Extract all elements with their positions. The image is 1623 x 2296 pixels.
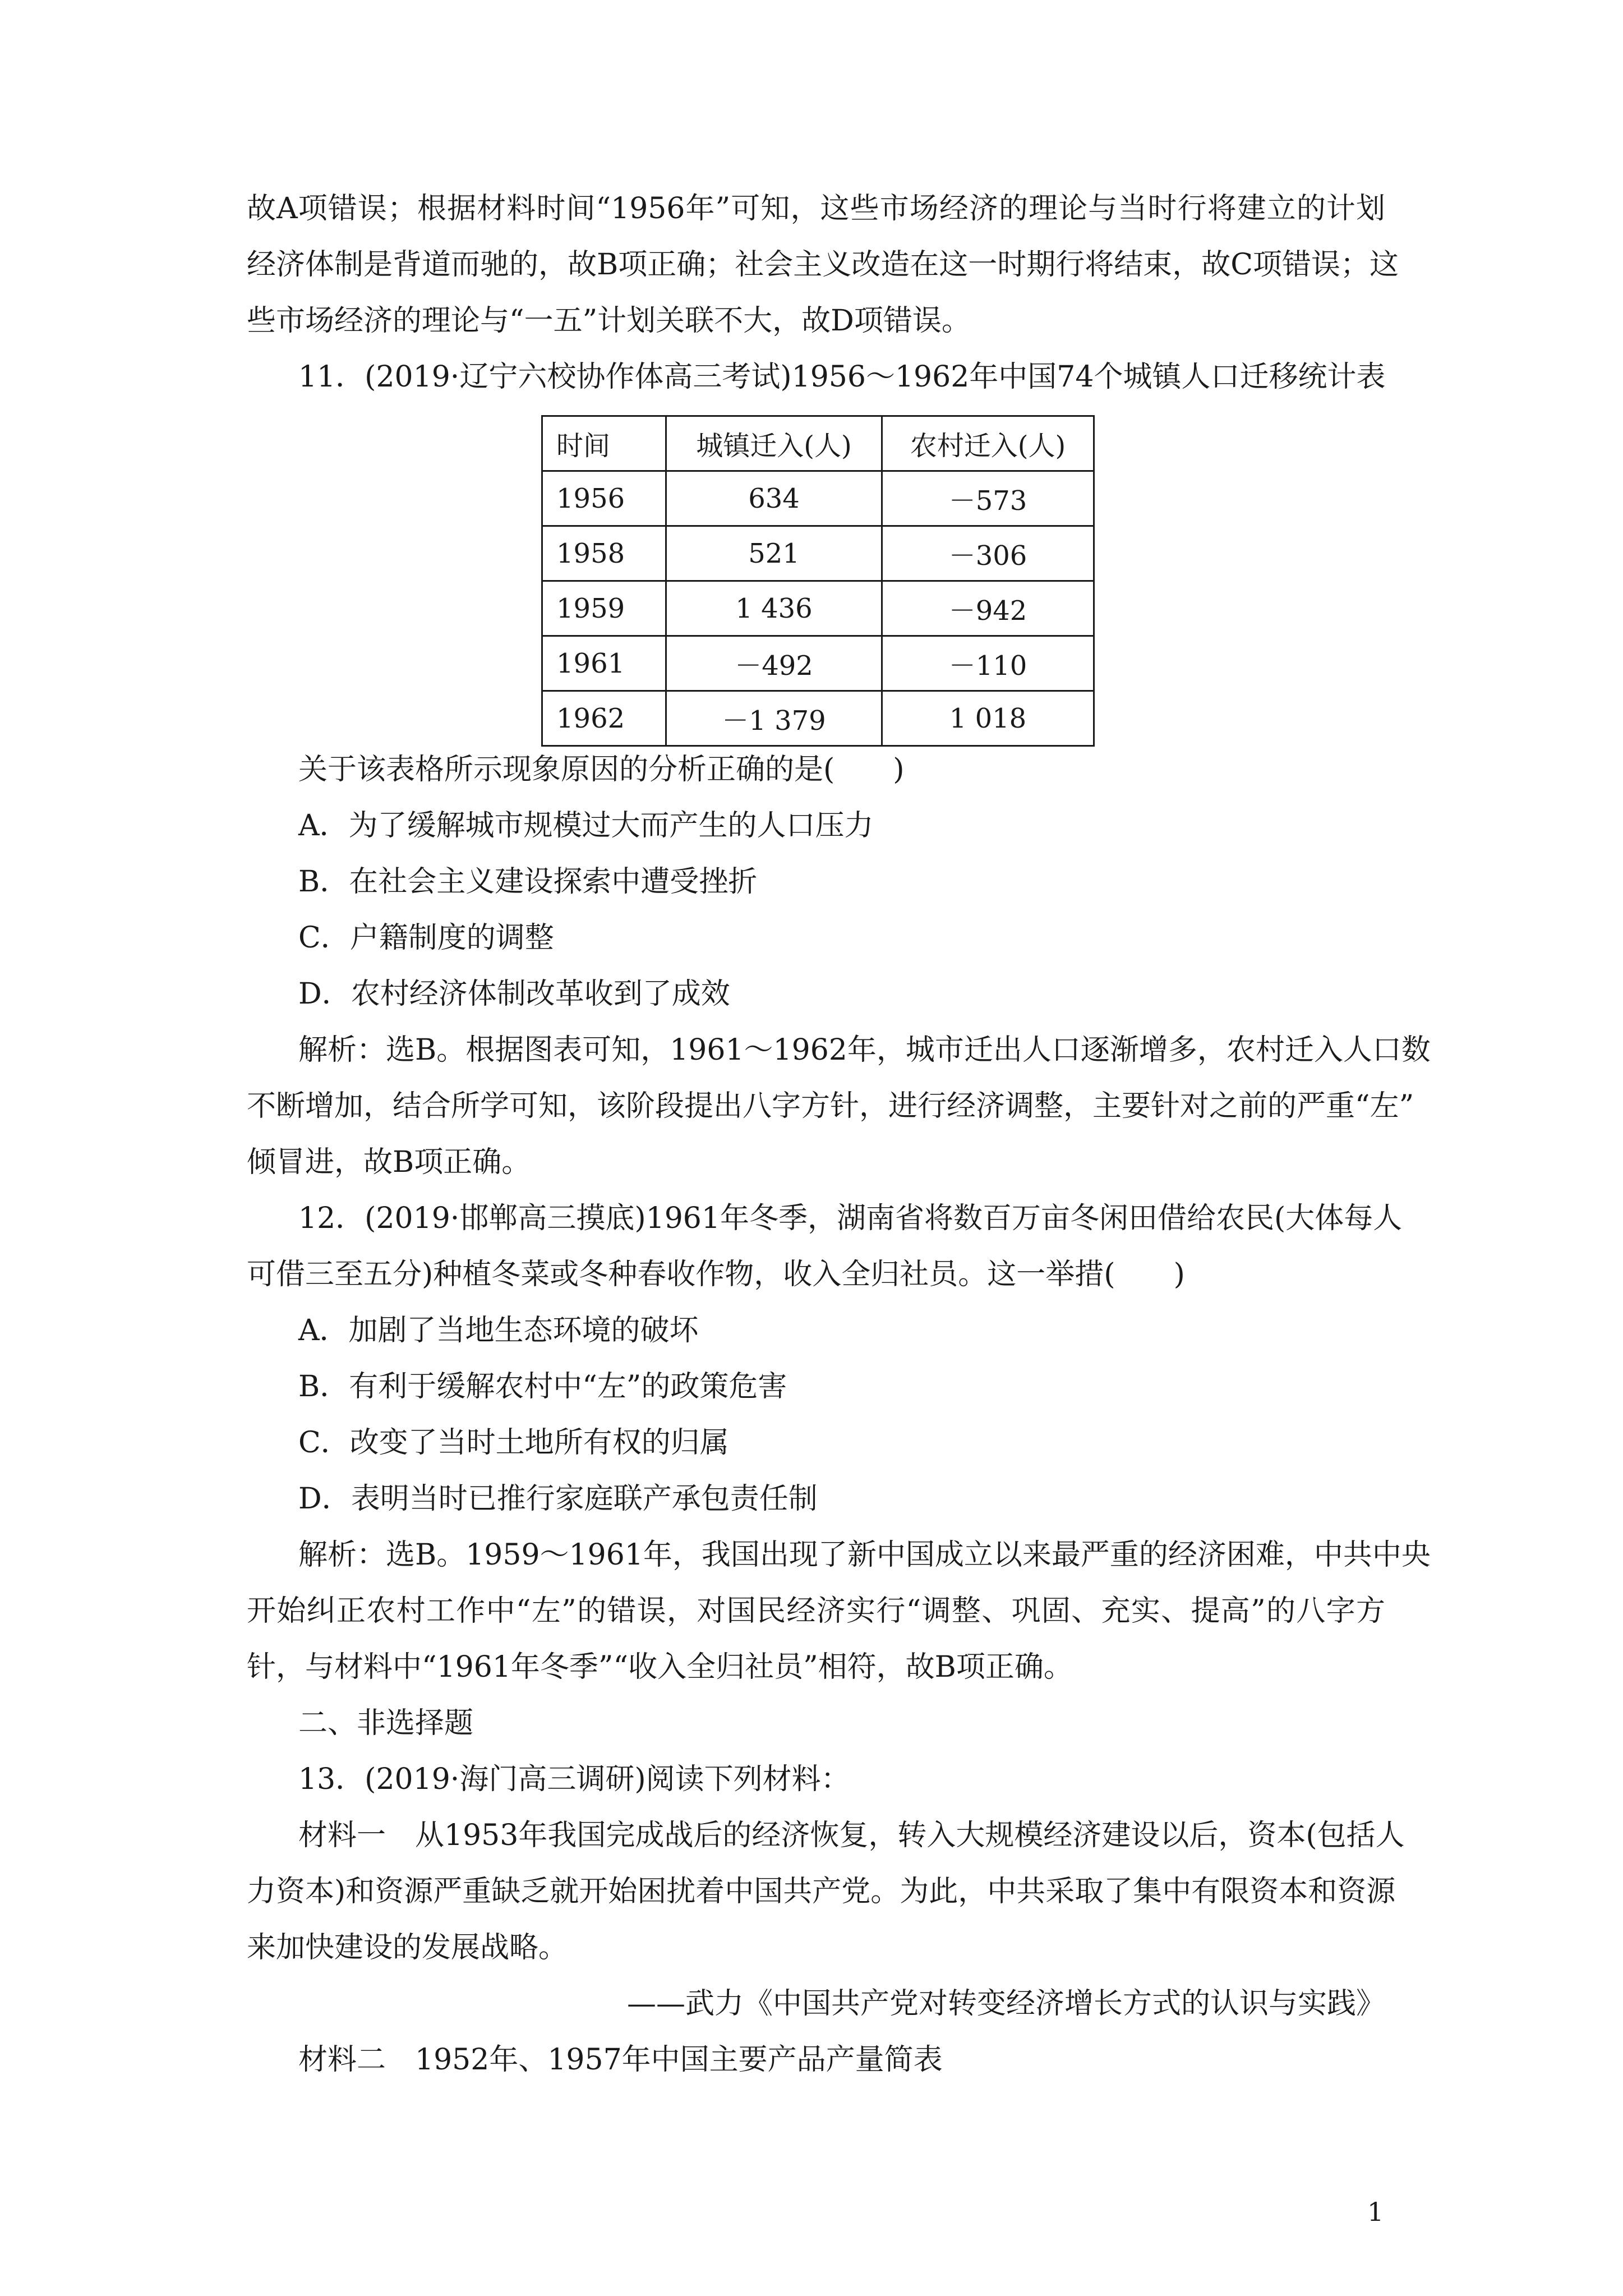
question-11-stem: 关于该表格所示现象原因的分析正确的是( ) xyxy=(298,753,905,786)
table-cell: －110 xyxy=(882,636,1094,691)
option-a: A．为了缓解城市规模过大而产生的人口压力 xyxy=(298,809,874,843)
table-header: 城镇迁入(人) xyxy=(666,416,882,471)
table-cell: 1956 xyxy=(542,471,666,526)
table-cell: 1961 xyxy=(542,636,666,691)
table-cell: －942 xyxy=(882,581,1094,636)
table-cell: 1 436 xyxy=(666,581,882,636)
table-row xyxy=(542,636,1094,691)
question-13-stem: 13．(2019·海门高三调研)阅读下列材料： xyxy=(298,1763,850,1796)
text-line: 些市场经济的理论与“一五”计划关联不大，故D项错误。 xyxy=(247,304,971,338)
analysis-line: 倾冒进，故B项正确。 xyxy=(247,1145,531,1179)
option-a: A．加剧了当地生态环境的破坏 xyxy=(298,1314,699,1347)
table-cell: 1959 xyxy=(542,581,666,636)
text-line: 故A项错误；根据材料时间“1956年”可知，这些市场经济的理论与当时行将建立的计划 xyxy=(247,192,1385,226)
table-row xyxy=(542,691,1094,746)
table-header: 农村迁入(人) xyxy=(882,416,1094,471)
option-b: B．在社会主义建设探索中遭受挫折 xyxy=(298,865,758,899)
table-cell: 1 018 xyxy=(882,691,1094,746)
page-number: 1 xyxy=(1367,2197,1384,2227)
table-cell: －573 xyxy=(882,471,1094,526)
migration-table xyxy=(541,415,1095,747)
option-d: D．表明当时已推行家庭联产承包责任制 xyxy=(298,1482,818,1516)
table-header-row xyxy=(542,416,1094,471)
analysis-line: 开始纠正农村工作中“左”的错误，对国民经济实行“调整、巩固、充实、提高”的八字方 xyxy=(247,1594,1385,1628)
section-title: 二、非选择题 xyxy=(298,1706,474,1740)
option-c: C．户籍制度的调整 xyxy=(298,921,554,955)
question-12-stem: 12．(2019·邯郸高三摸底)1961年冬季，湖南省将数百万亩冬闲田借给农民(大体每人 xyxy=(298,1202,1403,1235)
table-cell: －306 xyxy=(882,526,1094,581)
table-cell: －1 379 xyxy=(666,691,882,746)
analysis-line: 针，与材料中“1961年冬季”“收入全归社员”相符，故B项正确。 xyxy=(247,1650,1073,1684)
material-one: 力资本)和资源严重缺乏就开始困扰着中国共产党。为此，中共采取了集中有限资本和资源 xyxy=(247,1875,1396,1908)
table-cell: 1958 xyxy=(542,526,666,581)
material-source: ——武力《中国共产党对转变经济增长方式的认识与实践》 xyxy=(626,1987,1385,2021)
material-two: 材料二 1952年、1957年中国主要产品产量简表 xyxy=(298,2043,943,2077)
table-cell: －492 xyxy=(666,636,882,691)
option-b: B．有利于缓解农村中“左”的政策危害 xyxy=(298,1370,787,1404)
table-cell: 521 xyxy=(666,526,882,581)
material-one: 材料一 从1953年我国完成战后的经济恢复，转入大规模经济建设以后，资本(包括人 xyxy=(298,1819,1405,1852)
analysis-line: 不断增加，结合所学可知，该阶段提出八字方针，进行经济调整，主要针对之前的严重“左” xyxy=(247,1089,1414,1123)
question-11-title: 11．(2019·辽宁六校协作体高三考试)1956～1962年中国74个城镇人口迁移统计表 xyxy=(298,360,1386,394)
table-row xyxy=(542,471,1094,526)
table-row xyxy=(542,581,1094,636)
table-cell: 1962 xyxy=(542,691,666,746)
material-one: 来加快建设的发展战略。 xyxy=(247,1931,568,1964)
table-cell: 634 xyxy=(666,471,882,526)
analysis-line: 解析：选B。1959～1961年，我国出现了新中国成立以来最严重的经济困难，中共中央 xyxy=(298,1538,1431,1572)
option-d: D．农村经济体制改革收到了成效 xyxy=(298,977,730,1011)
analysis-line: 解析：选B。根据图表可知，1961～1962年，城市迁出人口逐渐增多，农村迁入人口数 xyxy=(298,1033,1431,1067)
text-line: 经济体制是背道而驰的，故B项正确；社会主义改造在这一时期行将结束，故C项错误；这 xyxy=(247,248,1399,282)
table-header: 时间 xyxy=(542,416,666,471)
table-row xyxy=(542,526,1094,581)
question-12-stem: 可借三至五分)种植冬菜或冬种春收作物，收入全归社员。这一举措( ) xyxy=(247,1258,1185,1291)
option-c: C．改变了当时土地所有权的归属 xyxy=(298,1426,729,1460)
